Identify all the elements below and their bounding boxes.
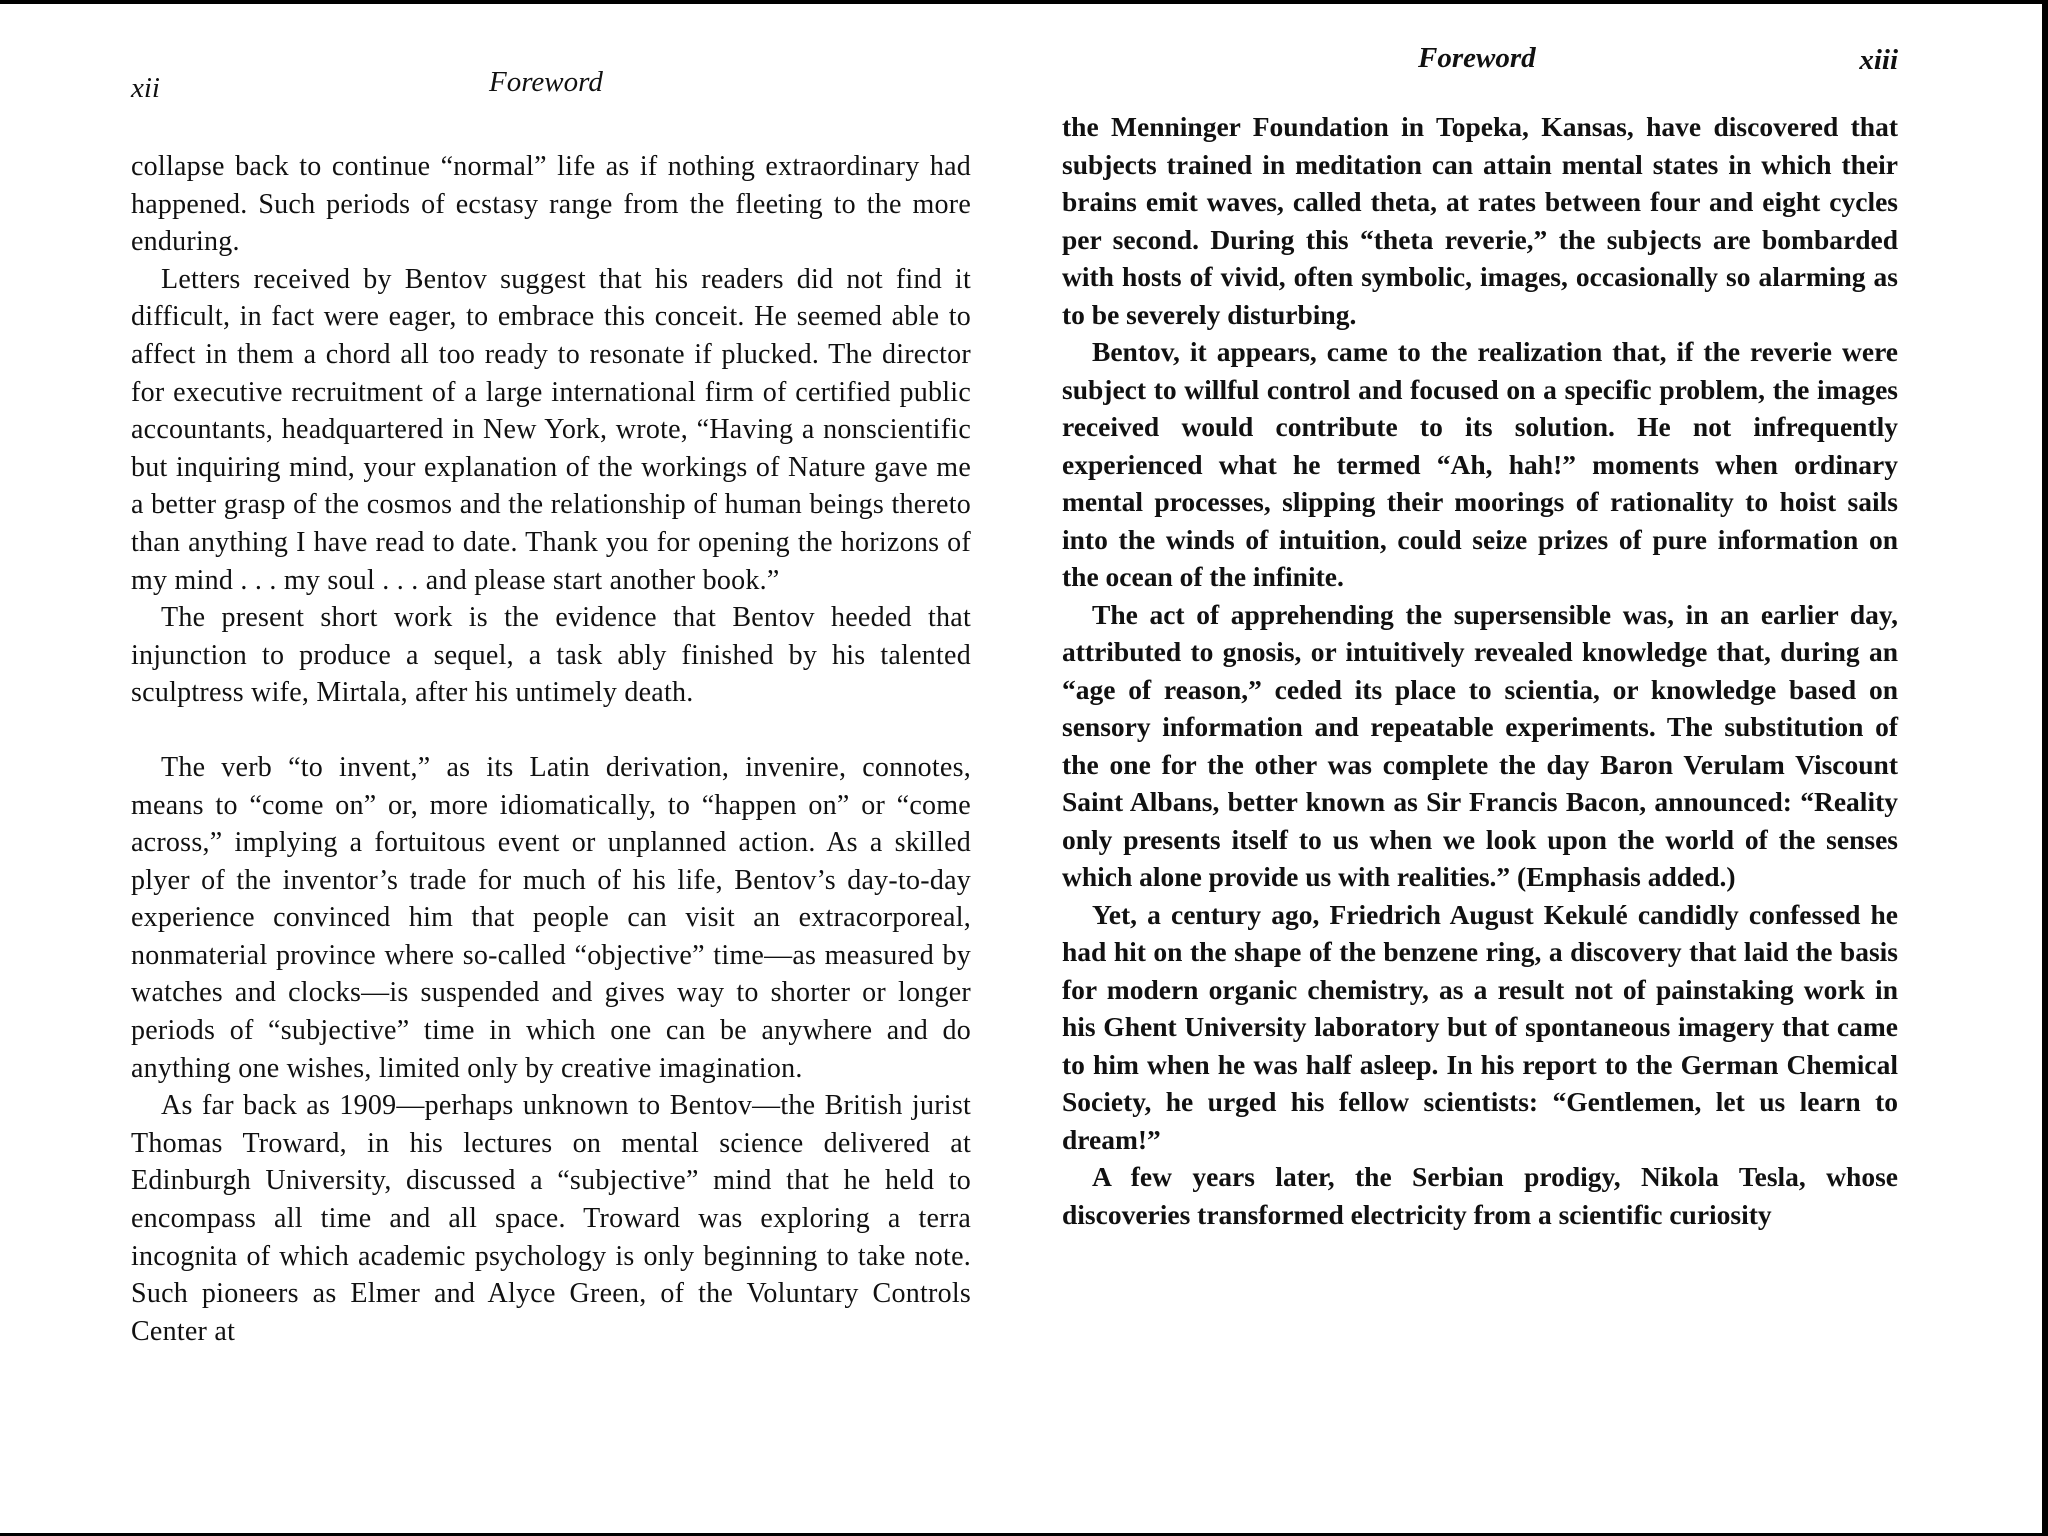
right-paragraph-3: The act of apprehending the supersensible was, in an earlier day, attributed to gnosis, or intuitively revealed knowledge that, during an “age of reason,” ceded its place to scientia, or knowledge based on sensory information and repeatable experiments. The substitution of the one for the other was complete the day Baron Verulam Viscount Saint Albans, better known as Sir Francis Bacon, announced: “Reality only presents itself to us when we look upon the world of the senses which alone provide us with realities.” (Emphasis added.)	[1062, 598, 1898, 892]
right-paragraph-2: Bentov, it appears, came to the realization that, if the reverie were subject to willful control and focused on a specific problem, the images received would contribute to its solution. He not infrequently experienced what he termed “Ah, hah!” moments when ordinary mental processes, slipping their moorings of rationality to hoist sails into the winds of intuition, could seize prizes of pure information on the ocean of the infinite.	[1062, 336, 1898, 592]
scan-border-top	[0, 0, 2048, 4]
left-page-number: xii	[131, 72, 160, 104]
right-running-head	[1062, 38, 1898, 88]
left-running-head	[131, 62, 971, 112]
right-page	[1062, 38, 1898, 1233]
left-running-title: Foreword	[489, 66, 603, 98]
left-paragraph-2: Letters received by Bentov suggest that his readers did not find it difficult, in fact were eager, to embrace this conceit. He seemed able to affect in them a chord all too ready to resonate if plucked. The director for executive recruitment of a large international firm of certified public accountants, headquartered in New York, wrote, “Having a nonscientific but inquiring mind, your explanation of the workings of Nature gave me a better grasp of the cosmos and the relationship of human beings thereto than anything I have read to date. Thank you for opening the horizons of my mind . . . my soul . . . and please start another book.”	[131, 263, 971, 596]
right-page-body	[1062, 108, 1898, 1233]
right-paragraph-1: the Menninger Foundation in Topeka, Kansas, have discovered that subjects trained in meditation can attain mental states in which their brains emit waves, called theta, at rates between four and eight cycles per second. During this “theta reverie,” the subjects are bombarded with hosts of vivid, often symbolic, images, occasionally so alarming as to be severely disturbing.	[1062, 111, 1898, 330]
left-paragraph-4: The verb “to invent,” as its Latin derivation, invenire, connotes, means to “come on” or, more idiomatically, to “happen on” or “come across,” implying a fortuitous event or unplanned action. As a skilled plyer of the inventor’s trade for much of his life, Bentov’s day-to-day experience convinced him that people can visit an extracorporeal, nonmaterial province where so-called “objective” time—as measured by watches and clocks—is suspended and gives way to shorter or longer periods of “subjective” time in which one can be anywhere and do anything one wishes, limited only by creative imagination.	[131, 751, 971, 1084]
scan-border-right	[2042, 0, 2048, 1536]
left-paragraph-1: collapse back to continue “normal” life as if nothing extraordinary had happened. Such periods of ecstasy range from the fleeting to the more enduring.	[131, 151, 971, 258]
right-page-number: xiii	[1859, 44, 1898, 76]
right-paragraph-5: A few years later, the Serbian prodigy, Nikola Tesla, whose discoveries transformed electricity from a scientific curiosity	[1062, 1161, 1898, 1230]
left-page	[131, 62, 971, 1350]
right-paragraph-4: Yet, a century ago, Friedrich August Kekulé candidly confessed he had hit on the shape of the benzene ring, a discovery that laid the basis for modern organic chemistry, as a result not of painstaking work in his Ghent University laboratory but of spontaneous imagery that came to him when he was half asleep. In his report to the German Chemical Society, he urged his fellow scientists: “Gentlemen, let us learn to dream!”	[1062, 898, 1898, 1155]
left-paragraph-5: As far back as 1909—perhaps unknown to Bentov—the British jurist Thomas Troward, in his lectures on mental science delivered at Edinburgh University, discussed a “subjective” mind that he held to encompass all time and all space. Troward was exploring a terra incognita of which academic psychology is only beginning to take note. Such pioneers as Elmer and Alyce Green, of the Voluntary Controls Center at	[131, 1090, 971, 1347]
right-running-title: Foreword	[1418, 42, 1536, 74]
left-paragraph-3: The present short work is the evidence that Bentov heeded that injunction to produce a sequel, a task ably finished by his talented sculptress wife, Mirtala, after his untimely death.	[131, 602, 971, 709]
left-page-body	[131, 148, 971, 1350]
